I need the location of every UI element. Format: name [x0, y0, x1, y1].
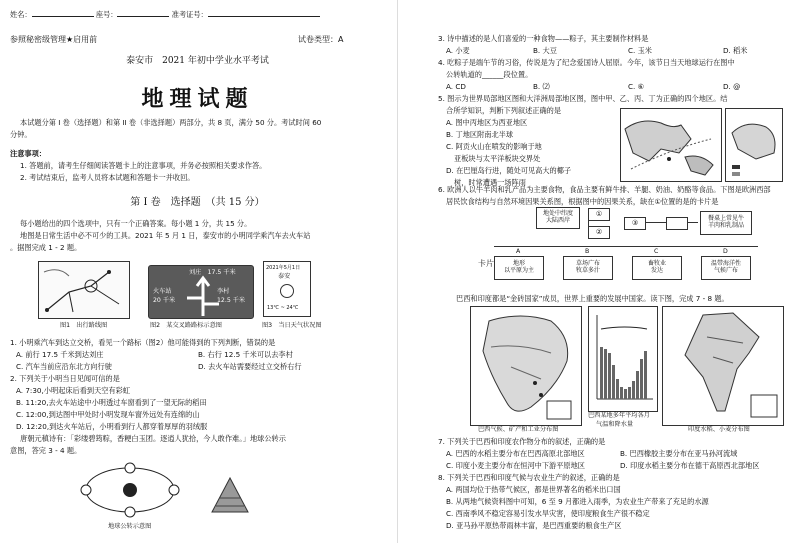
flow-node-2: ②: [588, 226, 610, 239]
weather-temp: 13℃ ~ 24℃: [267, 305, 299, 311]
india-map-figure: [662, 306, 784, 426]
name-label: 姓名：: [10, 10, 32, 19]
q4-option-b[interactable]: B. ⑵: [533, 82, 550, 91]
fig1-caption: 图1 出行路线图: [60, 322, 108, 329]
road-sign-figure: [148, 265, 254, 319]
q1-option-a[interactable]: A. 前行 17.5 千米到达刘庄: [16, 350, 104, 359]
intro-line-2: 分钟。: [10, 130, 32, 139]
flow-start-1: 地处中纬度: [542, 210, 573, 217]
world-region-map-drawing: [621, 109, 721, 181]
card-b[interactable]: [563, 256, 613, 280]
oceania-inset-map: [725, 108, 783, 182]
q4-option-d[interactable]: D. @: [723, 82, 741, 91]
card-a-letter: A: [516, 248, 521, 255]
seat-label: 座号：: [95, 10, 118, 19]
q2-option-b[interactable]: B. 11:20,去火车站途中小明透过车窗看到了一望无际的稻田: [16, 398, 207, 407]
q8-option-a[interactable]: A. 两国均位于热带气候区，都是世界著名的稻米出口国: [446, 485, 621, 494]
card-d-2: 气候广布: [713, 267, 738, 274]
route-map-figure: [38, 261, 130, 319]
q3-option-a[interactable]: A. 小麦: [446, 46, 470, 55]
climate-caption-1: 巴西某地多年平均各月: [588, 412, 650, 419]
card-a[interactable]: [494, 256, 544, 280]
seat-blank[interactable]: [117, 16, 169, 17]
q5-stem-1: 5. 图示为世界局部地区图和大洋洲局部地区图，图中甲、乙、丙、丁为正确的四个地区。结: [438, 94, 728, 103]
card-d[interactable]: [701, 256, 751, 280]
q5-option-c-1[interactable]: C. 阿贡火山在喷发的影响于地: [446, 142, 542, 151]
q1-option-b[interactable]: B. 右行 12.5 千米可以去李村: [198, 350, 293, 359]
sign-left-2: 20 千米: [153, 297, 176, 304]
climate-chart-drawing: [589, 307, 657, 411]
zongzi-image: [206, 476, 252, 516]
card-label: 卡片: [478, 259, 494, 268]
cards-bracket: [494, 246, 758, 247]
flow-start-2: 大陆西岸: [545, 217, 570, 224]
poem-line-2: 意图，答完 3 - 4 题。: [10, 446, 82, 455]
q7-option-c[interactable]: C. 印度小麦主要分布在恒河中下游平原地区: [446, 461, 585, 470]
brazil-map-drawing: [471, 307, 581, 425]
card-c-1: 畜牧业: [647, 260, 666, 267]
q6-stem-1: 6. 欧洲人以牛羊肉和乳产品为主要食物，食品主要有鲜牛排、羊腿、奶油、奶酪等食品。下图是欧洲西部: [438, 185, 771, 194]
exam-number-label: 准考证号：: [171, 10, 208, 19]
q3-option-b[interactable]: B. 大豆: [533, 46, 557, 55]
climate-chart-figure: [588, 306, 658, 412]
card-c-2: 发达: [650, 267, 663, 274]
left-column: [0, 0, 395, 543]
exam-number-blank[interactable]: [208, 16, 320, 17]
fig2-caption: 图2 某交叉路路标示意图: [150, 322, 222, 329]
q8-option-d[interactable]: D. 亚马孙平原热带雨林丰富，是巴西重要的粮食生产区: [446, 521, 622, 530]
sign-right-1: 李村: [217, 288, 230, 295]
notice-1: 1. 答题前，请考生仔细阅读答题卡上的注意事项，并务必按照相关要求作答。: [20, 161, 267, 170]
q2-option-c[interactable]: C. 12:00,到达图中甲处时小明发现车窗外远处有连绵的山: [16, 410, 200, 419]
orbit-drawing: [80, 458, 180, 520]
flow-arrow-to-4: [646, 222, 666, 223]
weather-figure: [263, 261, 311, 317]
flow-node-1: ①: [588, 208, 610, 221]
sign-arrows-icon: [183, 274, 223, 318]
brazil-map-caption: 巴西气候、矿产和工业分布图: [478, 426, 559, 433]
q6-stem-2: 居民饮食结构与自然环境因果关系图，根据图中的因果关系，缺在①位置的是的卡片是: [446, 197, 719, 206]
flow-node-3: ③: [624, 217, 646, 230]
flow-node-4: [666, 217, 688, 230]
q5-option-c-2: 亚板块与太平洋板块交界处: [454, 154, 541, 163]
oceania-inset-drawing: [726, 109, 782, 181]
flow-start-box: [536, 207, 580, 229]
flow-end-2: 羊肉和乳制品: [707, 222, 744, 229]
q2-stem: 2. 下列关于小明当日见闻可信的是: [10, 374, 120, 383]
name-blank[interactable]: [32, 16, 94, 17]
q4-stem-1: 4. 吃粽子是端午节的习俗，传说是为了纪念爱国诗人屈原。今年，该节日当天地球运行在图中: [438, 58, 735, 67]
card-a-1: 地形: [512, 260, 525, 267]
paper-type: 试卷类型：A: [298, 35, 344, 44]
q7-option-d[interactable]: D. 印度水稻主要分布在德干高原西北部地区: [620, 461, 760, 470]
flow-arrow-to-end: [688, 222, 698, 223]
notice-2: 2. 考试结束后，监考人员将本试题和答题卡一并收回。: [20, 173, 195, 182]
india-map-drawing: [663, 307, 783, 425]
secret-label: 参照秘密级管理★启用前: [10, 35, 98, 44]
subject-title: 地理试题: [141, 86, 254, 112]
weather-date: 2021年5月1日: [266, 265, 301, 271]
weather-city: 泰安: [278, 273, 291, 280]
climate-caption-2: 气温和降水量: [596, 421, 634, 428]
q3-option-d[interactable]: D. 稻米: [723, 46, 748, 55]
q7-option-b[interactable]: B. 巴西橡胶主要分布在亚马孙河流域: [620, 449, 738, 458]
section-1-rule: 每小题给出的四个选项中，只有一个正确答案。每小题 1 分，共 15 分。: [20, 219, 252, 228]
orbit-diagram: [80, 458, 180, 520]
q4-stem-2: 公转轨道的______段位置。: [446, 70, 533, 79]
q7-intro: 巴西和印度都是“金砖国家”成员，世界上重要的发展中国家。读下图，完成 7 - 8 题。: [456, 294, 729, 303]
flow-end-box: [700, 211, 752, 235]
card-b-letter: B: [585, 248, 590, 255]
q4-option-a[interactable]: A. CD: [446, 82, 466, 91]
sun-icon: [280, 284, 294, 298]
q1-stem: 1. 小明乘汽车到达立交桥，看见一个路标（图2）他可能得到的下列判断，错误的是: [10, 338, 276, 347]
card-c-letter: C: [654, 248, 659, 255]
header-fields: [10, 10, 320, 19]
intro-line-1: 本试题分第 I 卷（选择题）和第 II 卷（非选择题）两部分，共 8 页，满分 50 分。考试时间 60: [20, 118, 322, 127]
route-map-drawing: [39, 262, 129, 318]
exam-title: 泰安市 2021 年初中学业水平考试: [126, 56, 269, 66]
q2-option-a[interactable]: A. 7:30,小明起床后看到天空有彩虹: [16, 386, 131, 395]
q3-option-c[interactable]: C. 玉米: [628, 46, 652, 55]
notice-label: 注意事项：: [10, 149, 46, 158]
card-a-2: 以平原为主: [503, 267, 534, 274]
orbit-caption: 地球公转示意图: [108, 523, 152, 530]
q7-option-a[interactable]: A. 巴西的水稻主要分布在巴西高原北部地区: [446, 449, 585, 458]
q8-option-c[interactable]: C. 西南季风不稳定容易引发水旱灾害，使印度粮食生产很不稳定: [446, 509, 650, 518]
brazil-map-figure: [470, 306, 582, 426]
flow-connector: [578, 213, 589, 233]
q4-option-c[interactable]: C. ⑥: [628, 82, 645, 91]
q3-stem: 3. 诗中描述的是人们喜爱的一种食物——粽子，其主要制作材料是: [438, 34, 649, 43]
q1-option-c[interactable]: C. 汽车当前应沿东北方向行驶: [16, 362, 112, 371]
map-intro-2: 。据图完成 1 - 2 题。: [10, 243, 82, 252]
q5-option-b[interactable]: B. 丁地区附南北半球: [446, 130, 514, 139]
sign-right-2: 12.5 千米: [217, 297, 246, 304]
card-b-1: 草场广布: [575, 260, 600, 267]
right-column: [398, 0, 794, 543]
q1-option-d[interactable]: D. 去火车站需要经过立交桥右行: [198, 362, 302, 371]
q8-option-b[interactable]: B. 从两地气候资料图中可知，6 至 9 月都进入雨季，为农业生产带来了充足的水源: [446, 497, 709, 506]
q5-option-a[interactable]: A. 图中丙地区为西亚地区: [446, 118, 528, 127]
world-region-map: [620, 108, 722, 182]
card-d-letter: D: [723, 248, 728, 255]
sign-left-1: 火车站: [153, 288, 172, 295]
fig3-caption: 图3 当日天气状况图: [262, 322, 322, 329]
card-d-1: 温带海洋性: [710, 260, 741, 267]
q5-stem-2: 合所学知识，判断下列叙述正确的是: [446, 106, 562, 115]
q2-option-d[interactable]: D. 12:20,到达火车站后，小明看到行人都穿着厚厚的羽绒服: [16, 422, 208, 431]
india-map-caption: 印度水稻、小麦分布图: [688, 426, 750, 433]
q5-option-d-1[interactable]: D. 在巴厘岛行进，随处可见高大的椰子: [446, 166, 572, 175]
card-c[interactable]: [632, 256, 682, 280]
flow-end-1: 餐桌上常见牛: [707, 215, 744, 222]
section-1-title: 第 I 卷 选择题 （共 15 分）: [130, 197, 265, 208]
sign-top-label: 刘庄 17.5 千米: [189, 269, 236, 276]
q8-stem: 8. 下列关于巴西和印度气候与农业生产的叙述，正确的是: [438, 473, 620, 482]
card-b-2: 牧草多汁: [575, 267, 600, 274]
q5-option-d-2: 树，时常遭遇一场阵雨: [454, 178, 526, 187]
q7-stem: 7. 下列关于巴西和印度农作物分布的叙述，正确的是: [438, 437, 606, 446]
poem-line-1: 唐朝元稹诗有：「彩缕碧筠粽，香粳白玉团。逐逍人犹拾，今人敢作难。」地球公转示: [20, 434, 286, 443]
map-intro-1: 地图是日常生活中必不可少的工具。2021 年 5 月 1 日，泰安市的小明同学乘汽车去火车站: [20, 231, 311, 240]
